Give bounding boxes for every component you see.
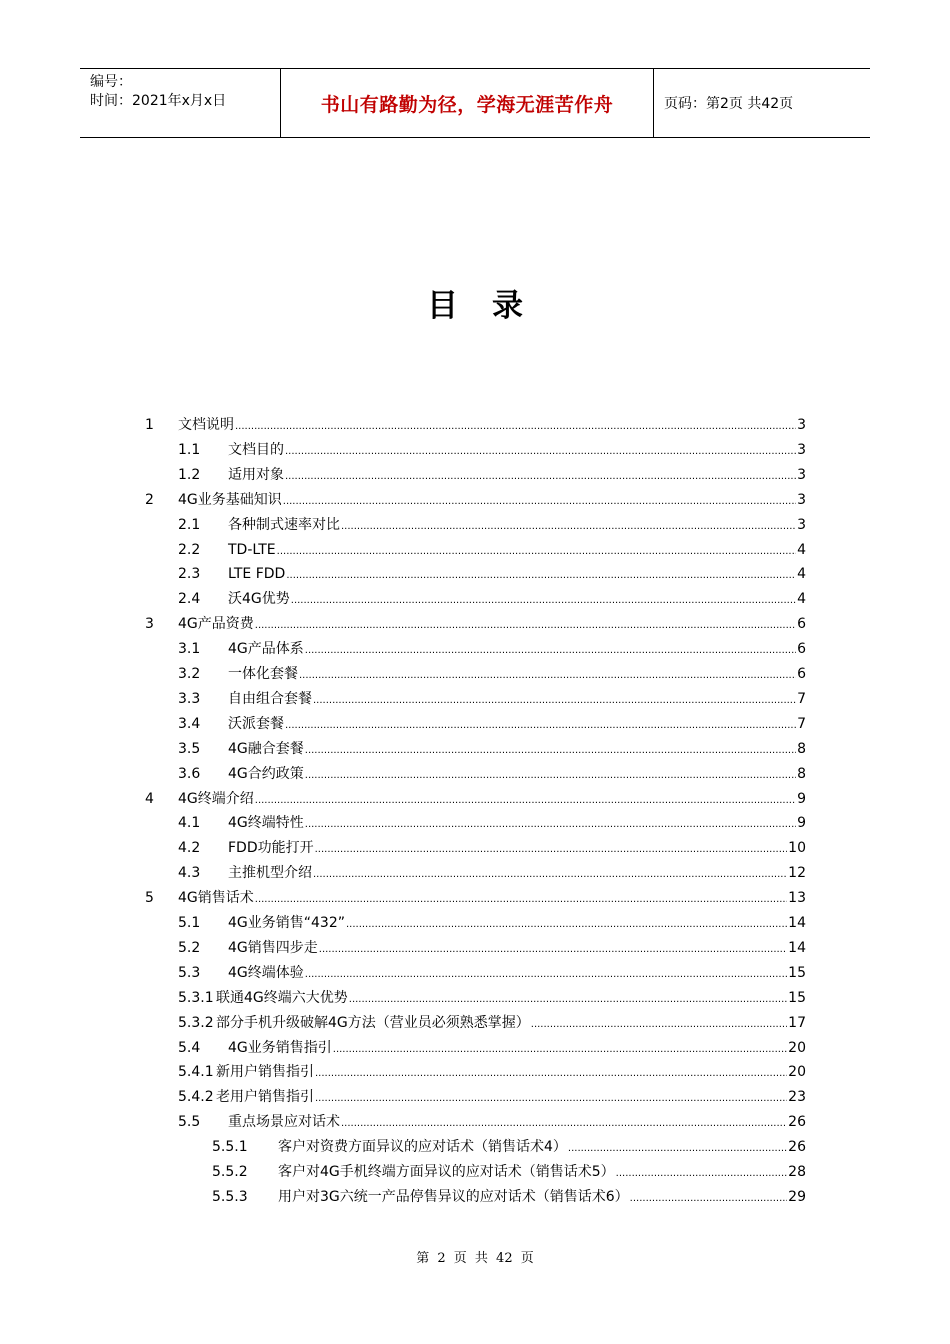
- toc-entry-title: 一体化套餐: [228, 666, 298, 682]
- toc-entry-leader: [228, 712, 806, 738]
- toc-entry-number: 5.5.1: [212, 1139, 248, 1156]
- toc-dot-leader: [568, 1136, 787, 1161]
- toc-entry-page: 3: [797, 516, 806, 533]
- toc-dot-leader: [255, 788, 796, 813]
- toc-dot-leader: [305, 763, 796, 788]
- toc-entry[interactable]: [0, 911, 950, 936]
- toc-entry-page: 4: [797, 591, 806, 608]
- toc-dot-leader: [313, 688, 796, 713]
- toc-entry-page: 26: [788, 1114, 806, 1131]
- toc-entry-page: 10: [788, 840, 806, 857]
- toc-dot-leader: [313, 862, 787, 887]
- toc-dot-leader: [235, 414, 796, 439]
- toc-entry-number: 2.2: [178, 541, 201, 558]
- toc-entry-page: 20: [788, 1039, 806, 1056]
- toc-entry-title: 4G终端特性: [228, 815, 304, 832]
- header-motto-cell: [281, 69, 654, 137]
- toc-entry-page: 13: [788, 890, 806, 907]
- toc-entry-number: 5.4.2: [178, 1089, 214, 1106]
- toc-dot-leader: [285, 713, 796, 738]
- toc-entry-title: 自由组合套餐: [228, 690, 312, 707]
- toc-entry[interactable]: [0, 488, 950, 513]
- toc-entry-title: 部分手机升级破解4G方法（营业员必须熟悉掌握）: [216, 1014, 530, 1031]
- toc-entry-title: 4G业务销售“432”: [228, 915, 345, 931]
- toc-entry-leader: [228, 836, 806, 862]
- toc-entry-leader: [178, 413, 806, 439]
- toc-entry-page: 7: [797, 715, 806, 732]
- toc-entry-number: 5.4.1: [178, 1064, 214, 1081]
- toc-entry[interactable]: [0, 886, 950, 911]
- toc-entry-title: 4G合约政策: [228, 765, 304, 782]
- toc-entry-number: 5.1: [178, 915, 201, 931]
- toc-dot-leader: [349, 987, 787, 1012]
- toc-entry-leader: [228, 538, 806, 564]
- toc-entry-number: 4.1: [178, 815, 201, 832]
- toc-entry-leader: [216, 1085, 806, 1111]
- toc-entry-number: 1.1: [178, 441, 201, 458]
- toc-entry-number: 3.3: [178, 690, 201, 707]
- toc-entry-page: 7: [797, 690, 806, 707]
- toc-entry-leader: [228, 587, 806, 613]
- toc-entry-leader: [278, 1135, 806, 1161]
- toc-entry[interactable]: [0, 961, 950, 986]
- toc-dot-leader: [630, 1186, 788, 1211]
- toc-entry-page: 4: [797, 541, 806, 558]
- toc-entry-title: 4G业务销售指引: [228, 1039, 332, 1056]
- toc-entry-title: 4G销售四步走: [228, 939, 318, 956]
- page-footer: 第 2 页 共 42 页: [416, 1251, 534, 1266]
- toc-entry-leader: [228, 911, 806, 937]
- toc-entry-number: 5.2: [178, 939, 201, 956]
- toc-entry[interactable]: [0, 463, 950, 488]
- toc-entry-page: 28: [788, 1164, 806, 1180]
- toc-entry-number: 5.4: [178, 1039, 201, 1056]
- toc-entry[interactable]: [0, 1060, 950, 1085]
- toc-entry-leader: [216, 1011, 806, 1037]
- toc-entry-number: 3: [145, 616, 154, 633]
- toc-entry[interactable]: [0, 1110, 950, 1135]
- toc-entry-number: 4.3: [178, 865, 201, 882]
- toc-entry-leader: [178, 787, 806, 813]
- toc-entry-title: 用户对3G六统一产品停售异议的应对话术（销售话术6）: [278, 1188, 629, 1205]
- toc-entry-title: 4G终端体验: [228, 964, 304, 981]
- header-motto: 书山有路勤为径，学海无涯苦作舟: [320, 93, 614, 116]
- toc-entry-number: 5.3.1: [178, 989, 214, 1006]
- toc-entry-title: 联通4G终端六大优势: [216, 989, 348, 1006]
- toc-dot-leader: [315, 1061, 787, 1086]
- toc-entry-title: 文档说明: [178, 417, 234, 433]
- toc-entry-leader: [178, 612, 806, 638]
- toc-entry-title: 主推机型介绍: [228, 865, 312, 882]
- toc-entry[interactable]: [0, 861, 950, 886]
- toc-entry-number: 5.5.2: [212, 1164, 248, 1180]
- toc-entry-number: 2.4: [178, 591, 201, 608]
- toc-entry-number: 5.3: [178, 964, 201, 981]
- toc-dot-leader: [305, 638, 796, 663]
- toc-entry-number: 2.3: [178, 566, 201, 583]
- toc-entry-leader: [178, 488, 806, 514]
- toc-dot-leader: [305, 812, 796, 837]
- toc-entry-page: 29: [788, 1188, 806, 1205]
- toc-entry-page: 12: [788, 865, 806, 882]
- toc-entry-leader: [278, 1160, 806, 1186]
- toc-dot-leader: [341, 1111, 787, 1136]
- toc-entry-page: 23: [788, 1089, 806, 1106]
- toc-entry[interactable]: [0, 836, 950, 861]
- toc-entry-page: 8: [797, 740, 806, 757]
- toc-entry-page: 14: [788, 939, 806, 956]
- toc-entry-title: 4G业务基础知识: [178, 491, 282, 508]
- toc-entry-page: 6: [797, 616, 806, 633]
- toc-entry-page: 9: [797, 790, 806, 807]
- toc-entry[interactable]: [0, 986, 950, 1011]
- toc-entry-title: 重点场景应对话术: [228, 1114, 340, 1131]
- toc-dot-leader: [341, 514, 796, 539]
- toc-entry[interactable]: [0, 811, 950, 836]
- toc-entry-number: 3.5: [178, 740, 201, 757]
- header-page-label: 页码：第2页 共42页: [664, 96, 794, 112]
- toc-entry[interactable]: [0, 787, 950, 812]
- toc-entry[interactable]: [0, 1011, 950, 1036]
- toc-dot-leader: [315, 1086, 787, 1111]
- toc-entry-leader: [178, 886, 806, 912]
- toc-dot-leader: [283, 489, 796, 514]
- toc-entry-title: 适用对象: [228, 466, 284, 483]
- toc-entry[interactable]: [0, 1185, 950, 1210]
- toc-entry-page: 9: [797, 815, 806, 832]
- toc-entry-number: 4.2: [178, 840, 201, 857]
- toc-entry-leader: [228, 438, 806, 464]
- toc-entry-page: 3: [797, 417, 806, 433]
- header-page-cell: [654, 69, 870, 137]
- toc-dot-leader: [319, 937, 787, 962]
- document-time-label: 时间：2021年x月x日: [90, 93, 227, 109]
- toc-dot-leader: [286, 563, 796, 588]
- toc-dot-leader: [291, 588, 796, 613]
- toc-entry-leader: [228, 562, 806, 588]
- toc-dot-leader: [305, 962, 787, 987]
- toc-entry-title: 客户对4G手机终端方面异议的应对话术（销售话术5）: [278, 1164, 615, 1180]
- toc-entry[interactable]: [0, 562, 950, 587]
- toc-entry-page: 15: [788, 989, 806, 1006]
- toc-entry-page: 8: [797, 765, 806, 782]
- toc-entry-page: 6: [797, 641, 806, 658]
- toc-entry-leader: [228, 737, 806, 763]
- toc-entry-page: 6: [797, 666, 806, 682]
- toc-entry[interactable]: [0, 438, 950, 463]
- toc-entry[interactable]: [0, 1160, 950, 1185]
- toc-entry-number: 2: [145, 491, 154, 508]
- toc-entry-number: 2.1: [178, 516, 201, 533]
- toc-entry-title: 沃派套餐: [228, 715, 284, 732]
- toc-entry-leader: [228, 662, 806, 688]
- toc-dot-leader: [315, 837, 788, 862]
- toc-dot-leader: [305, 738, 796, 763]
- toc-entry-number: 1.2: [178, 466, 201, 483]
- toc-entry-title: 4G融合套餐: [228, 740, 304, 757]
- toc-entry-leader: [228, 861, 806, 887]
- toc-entry-number: 3.6: [178, 765, 201, 782]
- toc-entry-page: 17: [788, 1014, 806, 1031]
- toc-entry-title: FDD功能打开: [228, 840, 314, 857]
- toc-dot-leader: [255, 887, 787, 912]
- toc-entry-page: 3: [797, 441, 806, 458]
- toc-entry-title: 4G产品资费: [178, 616, 254, 633]
- toc-entry-title: 4G产品体系: [228, 641, 304, 658]
- toc-entry[interactable]: [0, 587, 950, 612]
- toc-dot-leader: [531, 1012, 787, 1037]
- toc-dot-leader: [277, 539, 796, 564]
- toc-entry[interactable]: [0, 1135, 950, 1160]
- toc-entry-number: 5.3.2: [178, 1014, 214, 1031]
- toc-entry-leader: [228, 463, 806, 489]
- toc-entry-number: 5: [145, 890, 154, 907]
- toc-entry-leader: [216, 1060, 806, 1086]
- toc-entry-number: 4: [145, 790, 154, 807]
- toc-entry[interactable]: [0, 737, 950, 762]
- toc-entry[interactable]: [0, 687, 950, 712]
- toc-dot-leader: [333, 1037, 787, 1062]
- toc-entry-number: 3.2: [178, 666, 201, 682]
- toc-dot-leader: [299, 663, 796, 688]
- toc-entry[interactable]: [0, 513, 950, 538]
- toc-entry-leader: [228, 1110, 806, 1136]
- toc-title: 目录: [427, 288, 557, 324]
- toc-dot-leader: [616, 1161, 788, 1186]
- toc-entry[interactable]: [0, 538, 950, 563]
- toc-entry[interactable]: [0, 712, 950, 737]
- page-header: [80, 68, 870, 138]
- toc-entry[interactable]: [0, 936, 950, 961]
- toc-entry-page: 20: [788, 1064, 806, 1081]
- toc-entry[interactable]: [0, 1036, 950, 1061]
- toc-entry-leader: [228, 811, 806, 837]
- toc-entry-title: 文档目的: [228, 441, 284, 458]
- toc-dot-leader: [255, 613, 796, 638]
- toc-entry-leader: [228, 762, 806, 788]
- toc-entry[interactable]: [0, 1085, 950, 1110]
- toc-entry-title: TD-LTE: [228, 541, 276, 558]
- toc-dot-leader: [346, 912, 787, 937]
- toc-entry-page: 26: [788, 1139, 806, 1156]
- toc-dot-leader: [285, 464, 796, 489]
- toc-entry-title: 4G销售话术: [178, 890, 254, 907]
- toc-entry[interactable]: [0, 662, 950, 687]
- toc-entry-leader: [278, 1185, 806, 1211]
- toc-entry-page: 4: [797, 566, 806, 583]
- toc-entry-leader: [228, 637, 806, 663]
- toc-entry-title: LTE FDD: [228, 566, 286, 583]
- toc-entry-title: 各种制式速率对比: [228, 516, 340, 533]
- toc-entry-number: 5.5.3: [212, 1188, 248, 1205]
- toc-entry-leader: [228, 513, 806, 539]
- toc-entry-page: 3: [797, 491, 806, 508]
- toc-entry-leader: [228, 961, 806, 987]
- toc-entry-leader: [216, 986, 806, 1012]
- toc-entry-page: 3: [797, 466, 806, 483]
- toc-entry-title: 沃4G优势: [228, 591, 290, 608]
- toc-entry[interactable]: [0, 413, 950, 438]
- document-number-label: 编号：: [90, 74, 132, 90]
- toc-entry-page: 14: [788, 915, 806, 931]
- toc-entry-title: 4G终端介绍: [178, 790, 254, 807]
- toc-entry-title: 客户对资费方面异议的应对话术（销售话术4）: [278, 1139, 567, 1156]
- toc-entry-leader: [228, 687, 806, 713]
- toc-entry-page: 15: [788, 964, 806, 981]
- toc-entry-title: 老用户销售指引: [216, 1089, 314, 1106]
- toc-entry[interactable]: [0, 762, 950, 787]
- toc-dot-leader: [285, 439, 796, 464]
- toc-entry-leader: [228, 1036, 806, 1062]
- header-info-cell: [80, 69, 281, 137]
- toc-entry[interactable]: [0, 612, 950, 637]
- toc-entry-number: 5.5: [178, 1114, 201, 1131]
- toc-entry-number: 3.1: [178, 641, 201, 658]
- toc-entry-number: 3.4: [178, 715, 201, 732]
- toc-entry[interactable]: [0, 637, 950, 662]
- toc-entry-leader: [228, 936, 806, 962]
- toc-entry-number: 1: [145, 417, 154, 433]
- toc-entry-title: 新用户销售指引: [216, 1064, 314, 1081]
